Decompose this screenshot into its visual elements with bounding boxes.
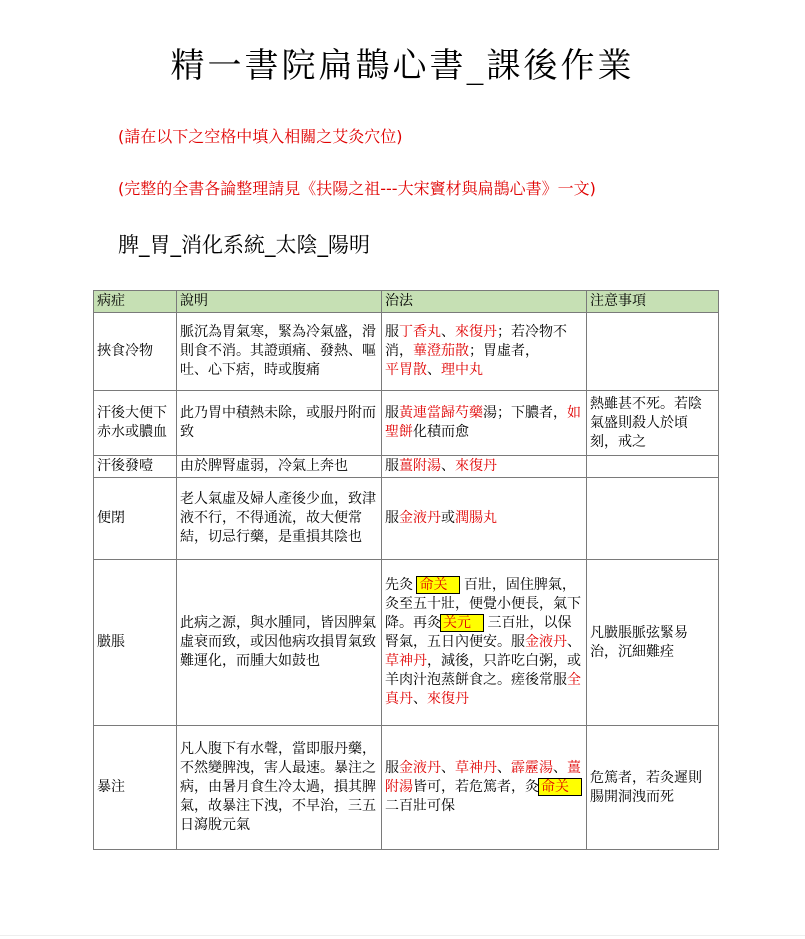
remedy-name: 霹靂湯 [511, 760, 553, 776]
remedy-name: 金液丹 [399, 760, 441, 776]
table-row [94, 726, 719, 850]
notes-cell [587, 313, 719, 391]
remedy-name: 來復丹 [455, 458, 497, 474]
remedy-name: 理中丸 [441, 362, 483, 378]
disease-cell: 汗後發噎 [94, 456, 177, 478]
disease-cell: 臌脹 [94, 560, 177, 726]
header-notes: 注意事項 [587, 291, 719, 313]
remedy-name: 全真丹 [385, 672, 581, 707]
description-cell: 由於脾腎虛弱，冷氣上奔也 [177, 456, 382, 478]
remedy-name: 薑附湯 [385, 760, 581, 795]
header-treatment: 治法 [382, 291, 587, 313]
table-row [94, 391, 719, 456]
description-cell: 脈沉為胃氣寒，緊為冷氣盛，滑則食不消。其證頭痛、發熱、嘔吐、心下痞，時或腹痛 [177, 313, 382, 391]
treatment-cell: 服丁香丸、來復丹；若冷物不消，蓽澄茄散；胃虛者， 平胃散、理中丸 [382, 313, 587, 391]
treatment-table [93, 290, 719, 850]
description-cell: 此病之源，與水腫同，皆因脾氣虛衰而致，或因他病攻損胃氣致難運化，而腫大如鼓也 [177, 560, 382, 726]
table-row [94, 313, 719, 391]
treatment-cell: 服黃連當歸芍藥湯；下膿者，如聖餅化積而愈 [382, 391, 587, 456]
notes-cell: 凡臌脹脈弦緊易治，沉細難痊 [587, 560, 719, 726]
remedy-name: 蓽澄茄散 [413, 343, 469, 359]
remedy-name: 平胃散 [385, 362, 427, 378]
description-cell: 此乃胃中積熱未除，或服丹附而致 [177, 391, 382, 456]
treatment-cell: 服金液丹、草神丹、霹靂湯、薑附湯皆可，若危篤者，灸 命关 二百壯可保 [382, 726, 587, 850]
disease-cell: 便閉 [94, 478, 177, 560]
notes-cell [587, 456, 719, 478]
notes-cell: 熱雖甚不死。若陰氣盛則殺人於頃刻，戒之 [587, 391, 719, 456]
header-description: 說明 [177, 291, 382, 313]
remedy-name: 金液丹 [399, 510, 441, 526]
remedy-name: 薑附湯 [399, 458, 441, 474]
instruction-note: (請在以下之空格中填入相關之艾灸穴位) [118, 127, 403, 146]
description-cell: 老人氣虛及婦人產後少血，致津液不行，不得通流，故大便常結，切忌行藥，是重損其陰也 [177, 478, 382, 560]
page-divider [0, 935, 805, 936]
disease-cell: 挾食冷物 [94, 313, 177, 391]
disease-cell: 汗後大便下赤水或膿血 [94, 391, 177, 456]
acupoint-fill-blank[interactable]: 命关 [417, 577, 459, 593]
table-row [94, 456, 719, 478]
table-row [94, 478, 719, 560]
remedy-name: 金液丹 [525, 634, 567, 650]
acupoint-fill-blank[interactable]: 关元 [441, 615, 483, 631]
table-row [94, 560, 719, 726]
remedy-name: 黃連當歸芍藥 [399, 405, 483, 421]
description-cell: 凡人腹下有水聲，當即服丹藥，不然變脾洩，害人最速。暴注之病，由暑月食生冷太過，損其脾氣，故暴注下洩，不早治，三五日瀉脫元氣 [177, 726, 382, 850]
remedy-name: 丁香丸 [399, 324, 441, 340]
remedy-name: 草神丹 [385, 653, 427, 669]
treatment-cell: 服金液丹或潤腸丸 [382, 478, 587, 560]
disease-cell: 暴注 [94, 726, 177, 850]
page-title: 精一書院扁鵲心書_課後作業 [170, 46, 635, 86]
remedy-name: 如聖餅 [385, 405, 581, 440]
remedy-name: 來復丹 [455, 324, 497, 340]
notes-cell [587, 478, 719, 560]
treatment-cell: 服薑附湯、來復丹 [382, 456, 587, 478]
acupoint-fill-blank[interactable]: 命关 [539, 779, 581, 795]
reference-note: (完整的全書各論整理請見《扶陽之祖---大宋竇材與扁鵲心書》一文) [118, 179, 596, 198]
treatment-cell: 先灸 命关 百壯，固住脾氣，灸至五十壯，便覺小便長，氣下降。再灸 关元 三百壯，以保腎氣，五日內便安。服金液丹、草神丹，減後，只許吃白粥，或羊肉汁泡蒸餅食之。瘥後常服全真丹、來復丹 [382, 560, 587, 726]
remedy-name: 草神丹 [455, 760, 497, 776]
remedy-name: 潤腸丸 [455, 510, 497, 526]
table-header-row [94, 291, 719, 313]
section-heading: 脾_胃_消化系統_太陰_陽明 [118, 233, 370, 257]
notes-cell: 危篤者，若灸遲則腸開洞洩而死 [587, 726, 719, 850]
remedy-name: 來復丹 [427, 691, 469, 707]
header-disease: 病症 [94, 291, 177, 313]
